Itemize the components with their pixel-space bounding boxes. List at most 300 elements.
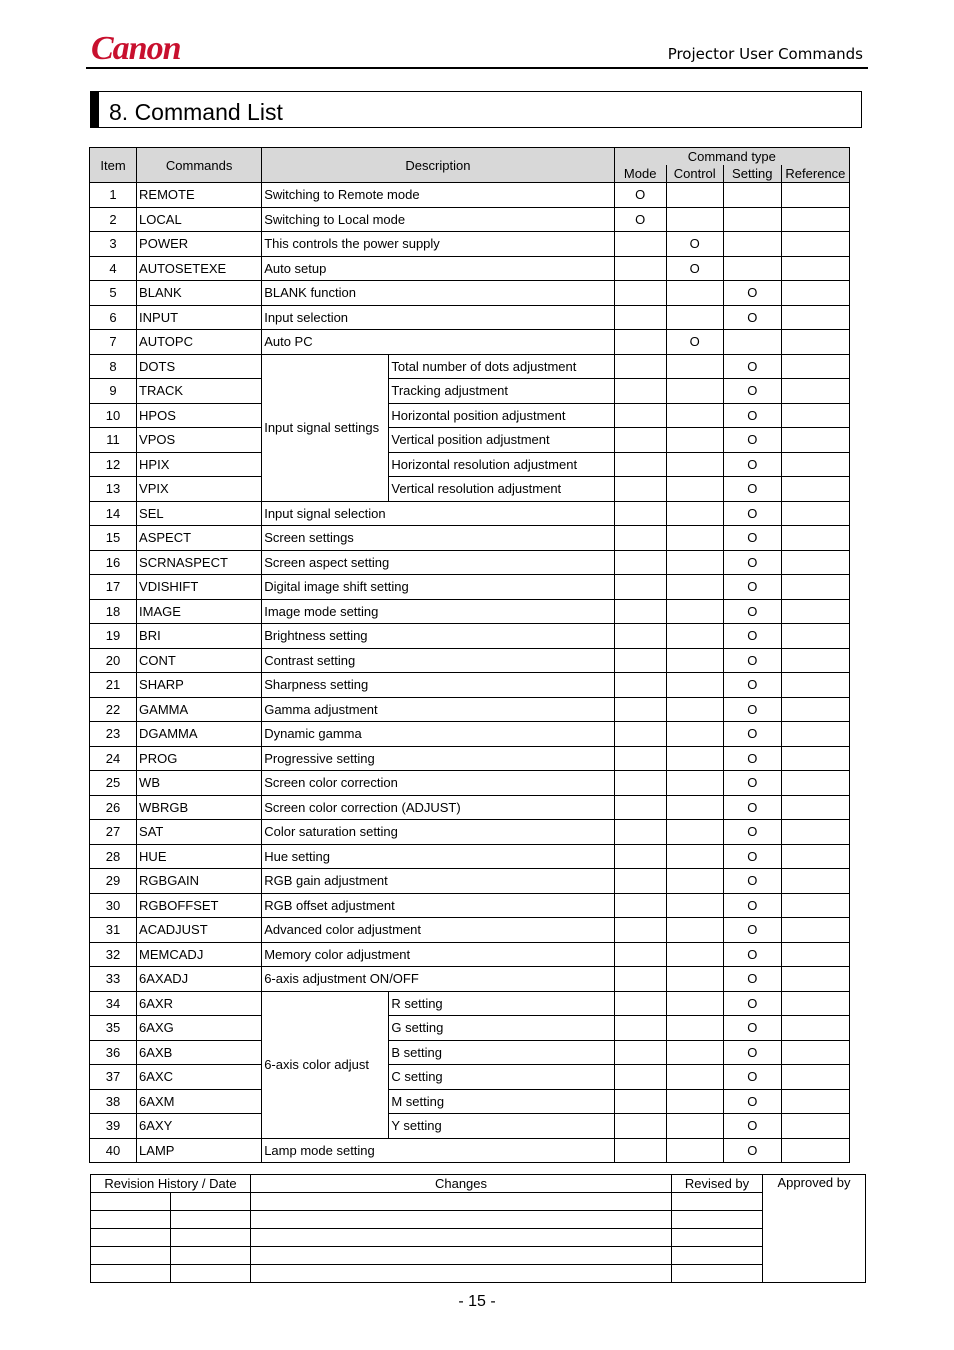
table-row — [90, 281, 850, 306]
control-mark — [666, 1089, 723, 1114]
item-number: 4 — [90, 256, 137, 281]
command-name: WBRGB — [137, 795, 262, 820]
control-mark — [666, 599, 723, 624]
command-name: SEL — [137, 501, 262, 526]
command-name: 6AXC — [137, 1065, 262, 1090]
control-mark — [666, 452, 723, 477]
approved-by-header: Approved by — [763, 1175, 866, 1283]
setting-mark — [723, 183, 781, 208]
revision-cell — [91, 1247, 171, 1265]
section-title: 8. Command List — [109, 99, 283, 125]
item-number: 18 — [90, 599, 137, 624]
description: Total number of dots adjustment — [389, 354, 614, 379]
command-name: VPOS — [137, 428, 262, 453]
reference-mark — [781, 477, 849, 502]
control-mark — [666, 771, 723, 796]
revision-cell — [672, 1247, 763, 1265]
description: Brightness setting — [262, 624, 614, 649]
command-name: LAMP — [137, 1138, 262, 1163]
reference-mark — [781, 697, 849, 722]
control-mark: O — [666, 256, 723, 281]
revision-cell — [91, 1265, 171, 1283]
control-mark — [666, 648, 723, 673]
control-mark — [666, 1065, 723, 1090]
control-mark — [666, 550, 723, 575]
mode-mark — [614, 771, 666, 796]
setting-mark: O — [723, 428, 781, 453]
item-number: 25 — [90, 771, 137, 796]
control-mark — [666, 918, 723, 943]
control-mark — [666, 673, 723, 698]
description: Advanced color adjustment — [262, 918, 614, 943]
setting-mark: O — [723, 354, 781, 379]
control-mark — [666, 477, 723, 502]
reference-mark — [781, 599, 849, 624]
table-row — [90, 1040, 850, 1065]
table-row — [90, 256, 850, 281]
table-row — [90, 550, 850, 575]
setting-mark: O — [723, 795, 781, 820]
command-name: PROG — [137, 746, 262, 771]
setting-mark: O — [723, 697, 781, 722]
item-number: 7 — [90, 330, 137, 355]
mode-mark — [614, 354, 666, 379]
command-name: 6AXM — [137, 1089, 262, 1114]
description: Y setting — [389, 1114, 614, 1139]
setting-mark: O — [723, 599, 781, 624]
table-row — [90, 844, 850, 869]
description: M setting — [389, 1089, 614, 1114]
item-number: 34 — [90, 991, 137, 1016]
control-mark — [666, 722, 723, 747]
item-number: 23 — [90, 722, 137, 747]
revision-cell — [251, 1247, 672, 1265]
setting-mark: O — [723, 526, 781, 551]
table-row — [90, 942, 850, 967]
description: Screen color correction (ADJUST) — [262, 795, 614, 820]
mode-mark — [614, 648, 666, 673]
command-name: RGBOFFSET — [137, 893, 262, 918]
item-number: 2 — [90, 207, 137, 232]
header-command-type: Command type — [614, 148, 849, 166]
description: Color saturation setting — [262, 820, 614, 845]
item-number: 21 — [90, 673, 137, 698]
reference-mark — [781, 1040, 849, 1065]
control-mark — [666, 403, 723, 428]
page-number: - 15 - — [458, 1293, 496, 1310]
reference-mark — [781, 795, 849, 820]
revision-history-date-header: Revision History / Date — [91, 1175, 251, 1193]
revision-cell — [171, 1247, 251, 1265]
command-name: TRACK — [137, 379, 262, 404]
command-name: ACADJUST — [137, 918, 262, 943]
control-mark — [666, 501, 723, 526]
description: Horizontal position adjustment — [389, 403, 614, 428]
control-mark — [666, 1016, 723, 1041]
revision-cell — [171, 1229, 251, 1247]
description: Screen aspect setting — [262, 550, 614, 575]
setting-mark: O — [723, 991, 781, 1016]
reference-mark — [781, 428, 849, 453]
section-heading — [90, 91, 862, 128]
mode-mark — [614, 1114, 666, 1139]
reference-mark — [781, 771, 849, 796]
command-name: SAT — [137, 820, 262, 845]
table-row — [90, 526, 850, 551]
reference-mark — [781, 1065, 849, 1090]
setting-mark: O — [723, 1089, 781, 1114]
command-name: HPOS — [137, 403, 262, 428]
table-row — [90, 379, 850, 404]
control-mark — [666, 526, 723, 551]
description: Auto PC — [262, 330, 614, 355]
control-mark: O — [666, 330, 723, 355]
item-number: 3 — [90, 232, 137, 257]
command-name: 6AXB — [137, 1040, 262, 1065]
control-mark — [666, 869, 723, 894]
mode-mark — [614, 673, 666, 698]
item-number: 22 — [90, 697, 137, 722]
control-mark — [666, 624, 723, 649]
setting-mark: O — [723, 1114, 781, 1139]
revision-cell — [171, 1193, 251, 1211]
table-row — [90, 771, 850, 796]
description: 6-axis adjustment ON/OFF — [262, 967, 614, 992]
description: Vertical position adjustment — [389, 428, 614, 453]
table-row — [90, 452, 850, 477]
mode-mark — [614, 1016, 666, 1041]
item-number: 29 — [90, 869, 137, 894]
control-mark — [666, 746, 723, 771]
description: Progressive setting — [262, 746, 614, 771]
item-number: 17 — [90, 575, 137, 600]
description: Screen color correction — [262, 771, 614, 796]
mode-mark — [614, 403, 666, 428]
reference-mark — [781, 1016, 849, 1041]
command-name: AUTOSETEXE — [137, 256, 262, 281]
header-setting: Setting — [723, 165, 781, 183]
table-row — [90, 599, 850, 624]
mode-mark — [614, 991, 666, 1016]
command-name: 6AXY — [137, 1114, 262, 1139]
setting-mark: O — [723, 648, 781, 673]
control-mark — [666, 820, 723, 845]
table-row — [90, 1065, 850, 1090]
table-row — [90, 991, 850, 1016]
item-number: 36 — [90, 1040, 137, 1065]
command-name: ASPECT — [137, 526, 262, 551]
description: Digital image shift setting — [262, 575, 614, 600]
reference-mark — [781, 281, 849, 306]
item-number: 12 — [90, 452, 137, 477]
table-row — [90, 354, 850, 379]
mode-mark — [614, 379, 666, 404]
description: Dynamic gamma — [262, 722, 614, 747]
revision-cell — [251, 1211, 672, 1229]
item-number: 14 — [90, 501, 137, 526]
revision-cell — [91, 1229, 171, 1247]
table-row — [90, 403, 850, 428]
mode-mark — [614, 501, 666, 526]
setting-mark: O — [723, 673, 781, 698]
mode-mark — [614, 1065, 666, 1090]
setting-mark: O — [723, 501, 781, 526]
item-number: 28 — [90, 844, 137, 869]
revision-cell — [672, 1193, 763, 1211]
revision-row — [91, 1265, 866, 1283]
setting-mark — [723, 330, 781, 355]
header-row — [90, 148, 850, 166]
group-label: Input signal settings — [262, 354, 389, 501]
table-row — [90, 575, 850, 600]
control-mark — [666, 991, 723, 1016]
header-commands: Commands — [137, 148, 262, 183]
revision-cell — [171, 1265, 251, 1283]
item-number: 5 — [90, 281, 137, 306]
setting-mark: O — [723, 967, 781, 992]
mode-mark — [614, 844, 666, 869]
description: Input signal selection — [262, 501, 614, 526]
mode-mark — [614, 305, 666, 330]
setting-mark: O — [723, 575, 781, 600]
table-row — [90, 967, 850, 992]
table-row — [90, 869, 850, 894]
reference-mark — [781, 256, 849, 281]
description: Horizontal resolution adjustment — [389, 452, 614, 477]
mode-mark — [614, 697, 666, 722]
table-row — [90, 795, 850, 820]
command-name: RGBGAIN — [137, 869, 262, 894]
command-name: DOTS — [137, 354, 262, 379]
revision-header-row — [91, 1175, 866, 1193]
setting-mark: O — [723, 403, 781, 428]
control-mark — [666, 1040, 723, 1065]
table-row — [90, 1114, 850, 1139]
description: Contrast setting — [262, 648, 614, 673]
item-number: 35 — [90, 1016, 137, 1041]
header-mode: Mode — [614, 165, 666, 183]
item-number: 1 — [90, 183, 137, 208]
description: Screen settings — [262, 526, 614, 551]
mode-mark — [614, 795, 666, 820]
item-number: 26 — [90, 795, 137, 820]
revision-cell — [91, 1211, 171, 1229]
description: Memory color adjustment — [262, 942, 614, 967]
reference-mark — [781, 648, 849, 673]
mode-mark — [614, 942, 666, 967]
reference-mark — [781, 1089, 849, 1114]
revision-row — [91, 1247, 866, 1265]
item-number: 16 — [90, 550, 137, 575]
setting-mark: O — [723, 771, 781, 796]
mode-mark — [614, 428, 666, 453]
table-row — [90, 918, 850, 943]
mode-mark — [614, 869, 666, 894]
command-name: HPIX — [137, 452, 262, 477]
item-number: 27 — [90, 820, 137, 845]
setting-mark: O — [723, 1065, 781, 1090]
control-mark — [666, 795, 723, 820]
control-mark — [666, 428, 723, 453]
reference-mark — [781, 869, 849, 894]
revision-row — [91, 1229, 866, 1247]
revision-cell — [672, 1211, 763, 1229]
setting-mark — [723, 207, 781, 232]
reference-mark — [781, 305, 849, 330]
reference-mark — [781, 893, 849, 918]
reference-mark — [781, 207, 849, 232]
table-row — [90, 232, 850, 257]
control-mark — [666, 575, 723, 600]
item-number: 20 — [90, 648, 137, 673]
setting-mark: O — [723, 550, 781, 575]
table-row — [90, 207, 850, 232]
setting-mark: O — [723, 820, 781, 845]
table-row — [90, 501, 850, 526]
setting-mark: O — [723, 844, 781, 869]
item-number: 37 — [90, 1065, 137, 1090]
table-row — [90, 648, 850, 673]
table-row — [90, 477, 850, 502]
table-row — [90, 305, 850, 330]
revision-cell — [91, 1193, 171, 1211]
control-mark — [666, 207, 723, 232]
description: Hue setting — [262, 844, 614, 869]
mode-mark — [614, 918, 666, 943]
mode-mark — [614, 281, 666, 306]
command-name: SHARP — [137, 673, 262, 698]
mode-mark — [614, 967, 666, 992]
mode-mark — [614, 256, 666, 281]
command-name: MEMCADJ — [137, 942, 262, 967]
command-name: GAMMA — [137, 697, 262, 722]
revision-cell — [251, 1229, 672, 1247]
command-name: BRI — [137, 624, 262, 649]
mode-mark — [614, 575, 666, 600]
table-row — [90, 893, 850, 918]
description: RGB gain adjustment — [262, 869, 614, 894]
item-number: 38 — [90, 1089, 137, 1114]
table-row — [90, 624, 850, 649]
command-name: LOCAL — [137, 207, 262, 232]
mode-mark — [614, 1089, 666, 1114]
reference-mark — [781, 501, 849, 526]
mode-mark — [614, 232, 666, 257]
setting-mark: O — [723, 624, 781, 649]
reference-mark — [781, 575, 849, 600]
control-mark — [666, 305, 723, 330]
command-name: BLANK — [137, 281, 262, 306]
table-row — [90, 1016, 850, 1041]
canon-logo: Canon — [91, 30, 181, 67]
setting-mark: O — [723, 477, 781, 502]
control-mark: O — [666, 232, 723, 257]
command-list-table — [89, 147, 850, 1163]
revision-row — [91, 1193, 866, 1211]
mode-mark — [614, 1040, 666, 1065]
description: This controls the power supply — [262, 232, 614, 257]
mode-mark — [614, 477, 666, 502]
header-rule — [86, 67, 868, 69]
description: Vertical resolution adjustment — [389, 477, 614, 502]
item-number: 40 — [90, 1138, 137, 1163]
setting-mark: O — [723, 918, 781, 943]
control-mark — [666, 967, 723, 992]
revision-cell — [251, 1193, 672, 1211]
reference-mark — [781, 918, 849, 943]
item-number: 10 — [90, 403, 137, 428]
mode-mark: O — [614, 183, 666, 208]
table-row — [90, 330, 850, 355]
command-name: VDISHIFT — [137, 575, 262, 600]
setting-mark: O — [723, 942, 781, 967]
setting-mark: O — [723, 746, 781, 771]
item-number: 39 — [90, 1114, 137, 1139]
setting-mark: O — [723, 1040, 781, 1065]
reference-mark — [781, 820, 849, 845]
reference-mark — [781, 232, 849, 257]
mode-mark — [614, 746, 666, 771]
setting-mark: O — [723, 281, 781, 306]
setting-mark: O — [723, 869, 781, 894]
reference-mark — [781, 354, 849, 379]
mode-mark — [614, 1138, 666, 1163]
setting-mark — [723, 232, 781, 257]
item-number: 6 — [90, 305, 137, 330]
description: Switching to Local mode — [262, 207, 614, 232]
item-number: 13 — [90, 477, 137, 502]
description: R setting — [389, 991, 614, 1016]
table-row — [90, 428, 850, 453]
command-name: INPUT — [137, 305, 262, 330]
mode-mark — [614, 624, 666, 649]
table-row — [90, 183, 850, 208]
command-name: POWER — [137, 232, 262, 257]
reference-mark — [781, 746, 849, 771]
description: Gamma adjustment — [262, 697, 614, 722]
command-name: 6AXR — [137, 991, 262, 1016]
command-name: 6AXADJ — [137, 967, 262, 992]
heading-bar — [91, 92, 99, 127]
reference-mark — [781, 183, 849, 208]
revision-cell — [171, 1211, 251, 1229]
setting-mark — [723, 256, 781, 281]
command-name: VPIX — [137, 477, 262, 502]
table-row — [90, 1089, 850, 1114]
table-row — [90, 697, 850, 722]
command-name: DGAMMA — [137, 722, 262, 747]
table-row — [90, 820, 850, 845]
item-number: 11 — [90, 428, 137, 453]
reference-mark — [781, 330, 849, 355]
table-row — [90, 673, 850, 698]
command-name: IMAGE — [137, 599, 262, 624]
description: C setting — [389, 1065, 614, 1090]
control-mark — [666, 1114, 723, 1139]
table-row — [90, 1138, 850, 1163]
setting-mark: O — [723, 1138, 781, 1163]
reference-mark — [781, 452, 849, 477]
setting-mark: O — [723, 893, 781, 918]
item-number: 32 — [90, 942, 137, 967]
changes-header: Changes — [251, 1175, 672, 1193]
revised-by-header: Revised by — [672, 1175, 763, 1193]
revision-row — [91, 1211, 866, 1229]
item-number: 15 — [90, 526, 137, 551]
description: Image mode setting — [262, 599, 614, 624]
item-number: 19 — [90, 624, 137, 649]
description: Auto setup — [262, 256, 614, 281]
